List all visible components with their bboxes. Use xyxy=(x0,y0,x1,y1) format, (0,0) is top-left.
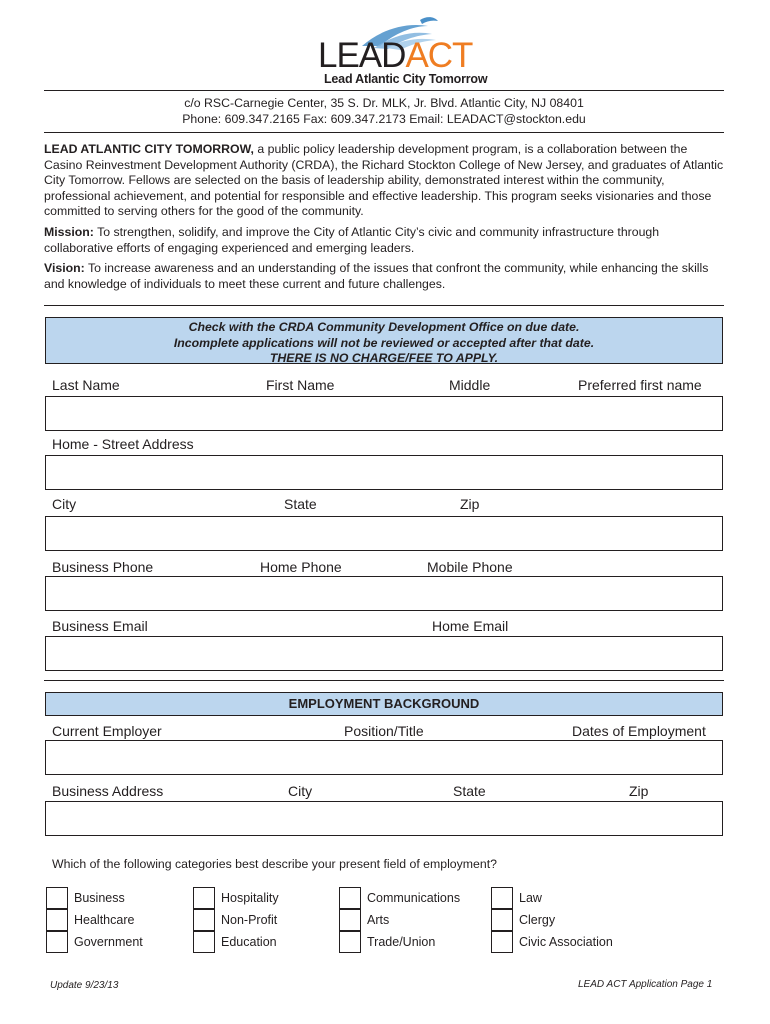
checkbox-education[interactable] xyxy=(193,931,215,953)
logo-act: ACT xyxy=(405,36,473,75)
preferred-name-label: Preferred first name xyxy=(578,377,702,393)
footer-update-date: Update 9/23/13 xyxy=(50,980,119,991)
business-state-label: State xyxy=(453,783,486,799)
category-label: Non-Profit xyxy=(221,913,278,927)
footer-page-label: LEAD ACT Application Page 1 xyxy=(578,979,713,990)
vision-statement: Vision: To increase awareness and an understanding of the issues that confront the community, while enhancing the skills and knowledge of individuals to meet these current and future challenges. xyxy=(44,261,709,291)
name-field[interactable] xyxy=(45,396,723,431)
middle-name-label: Middle xyxy=(449,377,491,393)
checkbox-communications[interactable] xyxy=(339,887,361,909)
divider xyxy=(44,132,724,133)
category-label: Communications xyxy=(367,891,461,905)
business-address-field[interactable] xyxy=(45,801,723,836)
business-city-label: City xyxy=(288,783,313,799)
email-field[interactable] xyxy=(45,636,723,671)
logo-tagline: Lead Atlantic City Tomorrow xyxy=(324,72,488,86)
state-label: State xyxy=(284,496,317,512)
checkbox-healthcare[interactable] xyxy=(46,909,68,931)
current-employer-label: Current Employer xyxy=(52,723,162,739)
employment-category-question: Which of the following categories best describe your present field of employment? xyxy=(52,857,497,871)
mission-statement: Mission: To strengthen, solidify, and improve the City of Atlantic City’s civic and community infrastructure through collaborative efforts of engaging experienced and emerging leaders. xyxy=(44,224,660,255)
mobile-phone-label: Mobile Phone xyxy=(427,559,513,575)
street-address-field[interactable] xyxy=(45,455,723,490)
business-email-label: Business Email xyxy=(52,618,148,634)
logo-lead: LEAD xyxy=(318,36,406,75)
program-description: LEAD ATLANTIC CITY TOMORROW, a public policy leadership development program, is a collaboration between the Casino Reinvestment Development Authority (CRDA), the Richard Stockton College of New Jersey, and graduates of Atlantic City Tomorrow. Fellows are selected on the basis of leadership ability, demonstrated interest within the community, professional achievement, and potential for responsible and effective leadership. This program seeks visionaries and those committed to serving others for the good of the community. xyxy=(44,142,724,219)
checkbox-trade-union[interactable] xyxy=(339,931,361,953)
business-address-label: Business Address xyxy=(52,783,164,799)
category-label: Civic Association xyxy=(519,935,613,949)
checkbox-law[interactable] xyxy=(491,887,513,909)
category-label: Clergy xyxy=(519,913,556,927)
category-label: Law xyxy=(519,891,542,905)
category-label: Government xyxy=(74,935,143,949)
divider xyxy=(44,680,724,681)
employment-background-heading: EMPLOYMENT BACKGROUND xyxy=(45,692,723,716)
address-line: c/o RSC-Carnegie Center, 35 S. Dr. MLK, Jr. Blvd. Atlantic City, NJ 08401 xyxy=(184,96,584,110)
phone-field[interactable] xyxy=(45,576,723,611)
checkbox-hospitality[interactable] xyxy=(193,887,215,909)
first-name-label: First Name xyxy=(266,377,335,393)
due-date-notice: Check with the CRDA Community Development Office on due date. Incomplete applications will not be reviewed or accepted after that date. THERE IS NO CHARGE/FEE TO APPLY. xyxy=(45,317,723,364)
dates-of-employment-label: Dates of Employment xyxy=(572,723,706,739)
category-label: Hospitality xyxy=(221,891,279,905)
checkbox-arts[interactable] xyxy=(339,909,361,931)
category-label: Education xyxy=(221,935,277,949)
divider xyxy=(44,90,724,91)
zip-label: Zip xyxy=(460,496,480,512)
category-label: Trade/Union xyxy=(367,935,436,949)
category-label: Healthcare xyxy=(74,913,135,927)
checkbox-civic-association[interactable] xyxy=(491,931,513,953)
home-email-label: Home Email xyxy=(432,618,509,634)
last-name-label: Last Name xyxy=(52,377,120,393)
street-address-label: Home - Street Address xyxy=(52,436,194,452)
contact-line: Phone: 609.347.2165 Fax: 609.347.2173 Email: LEADACT@stockton.edu xyxy=(182,112,586,126)
logo-wordmark xyxy=(318,36,472,76)
divider xyxy=(44,305,724,306)
employer-field[interactable] xyxy=(45,740,723,775)
category-label: Arts xyxy=(367,913,390,927)
checkbox-non-profit[interactable] xyxy=(193,909,215,931)
checkbox-clergy[interactable] xyxy=(491,909,513,931)
city-state-zip-field[interactable] xyxy=(45,516,723,551)
checkbox-government[interactable] xyxy=(46,931,68,953)
category-label: Business xyxy=(74,891,125,905)
home-phone-label: Home Phone xyxy=(260,559,342,575)
intro-text xyxy=(44,142,724,292)
position-title-label: Position/Title xyxy=(344,723,424,739)
business-zip-label: Zip xyxy=(629,783,649,799)
city-label: City xyxy=(52,496,77,512)
business-phone-label: Business Phone xyxy=(52,559,154,575)
checkbox-business[interactable] xyxy=(46,887,68,909)
